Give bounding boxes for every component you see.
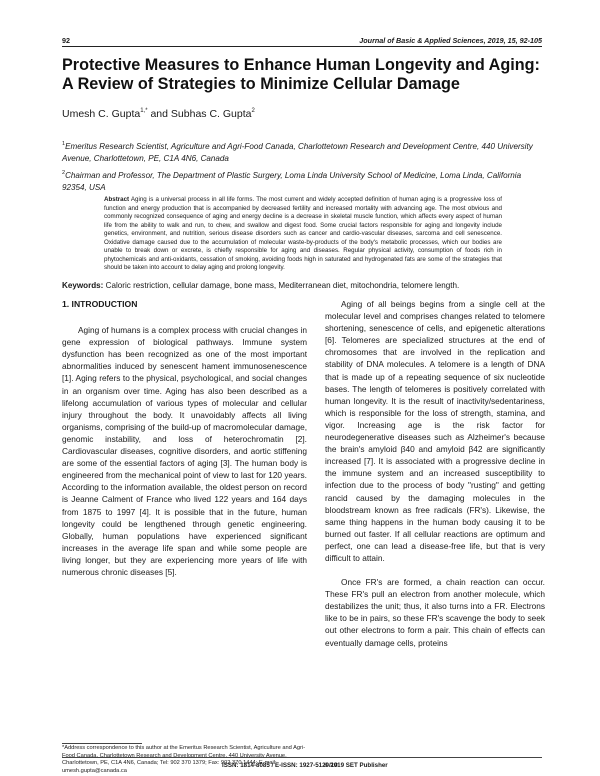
right-paragraph-2: Once FR's are formed, a chain reaction can occur. These FR's pull an electron from another molecule, which destabilizes the unit; thus, it also turns into a FR. Electrons like to be in pairs, so these FR's scavenge the body to seek out other electrons to form a pair. This chain of effects can eventually damage cells, proteins [325,577,545,648]
author-2: Subhas C. Gupta [170,108,252,120]
affiliation-1-marker: 1 [62,141,66,147]
affiliation-2-text: Chairman and Professor, The Department of Plastic Surgery, Loma Linda University School of Medicine, Loma Linda, California 92354, USA [62,171,522,192]
author-1-marker: 1,* [140,108,148,114]
article-title: Protective Measures to Enhance Human Longevity and Aging: A Review of Strategies to Minimize Cellular Damage [62,56,540,93]
intro-paragraph-1: Aging of humans is a complex process with crucial changes in gene expression of biological pathways. Immune system dysfunction has been recognized as one of the most important abnormalities induced by senescent hament immunosenescence [1]. Aging refers to the physical, psychological, and social changes in an organism over time. Aging has also been described as a lifelong accumulation of various types of molecular and cellular injury throughout the body. It unavoidably affects all living organisms, comprising of the build-up of macromolecular damage, genomic instability, and loss of heterochromatin [2]. Cardiovascular diseases, cognitive disorders, and aortic stiffening are some of the essential factors of aging [3]. The human body is engineered from the mechanical point of view to last for 120 years. According to the information available, the oldest person on record is Jeanne Calment of France who lived 122 years and 164 days from 1875 to 1997 [4]. It is possible that in the future, human longevity could be lengthened through genetic engineering. Globally, human populations have experienced significant increases in the average life span and while some people are living longer, but they are experiencing more years of life with numerous chronic diseases [5]. [62,325,307,577]
footnote-divider [62,743,142,744]
page-number: 92 [62,36,70,45]
author-conjunction: and [150,108,168,120]
author-2-marker: 2 [251,108,255,114]
abstract [104,196,502,273]
header-divider [62,46,542,47]
right-paragraph-1: Aging of all beings begins from a single cell at the molecular level and comprises changes related to telomere shortening, senescence of cells, and epigenetic alterations [6]. Telomeres are specialized structures at the end of chromosomes that are involved in the replication and stability of DNA molecules. A telomere is a length of DNA that is made up of a repeating sequence of six nucleotide bases. The length of telomeres is positively correlated with human longevity. It is the result of inactivity/sedentariness, which is responsible for the loss of strength, stamina, and vigor. Increasing age is the risk factor for neurodegenerative diseases such as Alzheimer's because the brain's amyloid β40 and amyloid β42 are significantly increased [7]. It is associated with a progressive decline in the immune system and an increased susceptibility to infection due to the process of body "rusting" and getting rancid caused by the damaging molecules in the bloodstream known as free radicals (FR's). Likewise, the same thing happens in the human body causing it to be burned out faster. If all cellular reactions are optimum and perfect, one can lead a disease-free life, but that is very difficult to attain. [325,299,545,563]
keywords-text: Caloric restriction, cellular damage, bone mass, Mediterranean diet, mitochondria, telomere length. [105,281,460,290]
journal-citation: Journal of Basic & Applied Sciences, 2019, 15, 92-105 [359,36,542,45]
author-1: Umesh C. Gupta [62,108,141,120]
affiliation-1-text: Emeritus Research Scientist, Agriculture and Agri-Food Canada, Charlottetown Research and Development Centre, 440 University Avenue, Charlottetown, PE, C1A 4N6, Canada [62,142,533,163]
affiliation-2 [62,167,544,194]
affiliation-2-marker: 2 [62,170,66,176]
section-heading: 1. INTRODUCTION [62,299,138,309]
keywords-label: Keywords: [62,281,104,290]
author-line [62,108,255,120]
publisher-text: © 2019 SET Publisher [324,762,388,769]
right-column [325,298,545,649]
affiliation-1 [62,138,544,165]
running-header [62,36,542,50]
bottom-divider [62,757,542,758]
abstract-text: Aging is a universal process in all life forms. The most current and widely accepted definition of human aging is a progressive loss of function and energy production that is accompanied by decreased fertility and increased mortality with advancing age. The most obvious and commonly recognized consequence of aging and energy decline is a decrease in skeletal muscle function, which affects every aspect of human life from the ability to walk and run, to chew, and swallow and digest food. Some crucial factors responsible for aging and longevity include genetics, environment, and nutrition, serious disease disorders such as cancer and cardio-vascular diseases, sarcoma and cell senescence. Oxidative damage caused due to the accumulation of molecular waste-by-products of the body's metabolic processes, which our bodies are unable to break down or excrete, is chiefly responsible for aging and diseases. Regular physical activity, consumption of foods rich in phytochemicals and anti-oxidants, cessation of smoking, avoiding foods high in saturated and hydrogenated fats are some of the strategies that should be taken into account to delay aging and prolong longevity. [104,196,502,271]
issn-text: ISSN: 1814-8085 / E-ISSN: 1927-5129/19 [222,762,338,769]
abstract-label: Abstract [104,196,130,203]
left-column [62,298,307,578]
paragraph-gap [325,564,545,576]
correspondence-footnote: *Address correspondence to this author at the Emeritus Research Scientist, Agriculture and Agri-Food Canada, Charlottetown Research and Development Centre, 440 University Avenue, Charlottetown, PE, C1A 4N6, Canada; Tel: 902 370 1379; Fax: 902 370 1444; E-mail: umesh.gupta@canada.ca [62,745,306,774]
keywords [62,281,544,290]
